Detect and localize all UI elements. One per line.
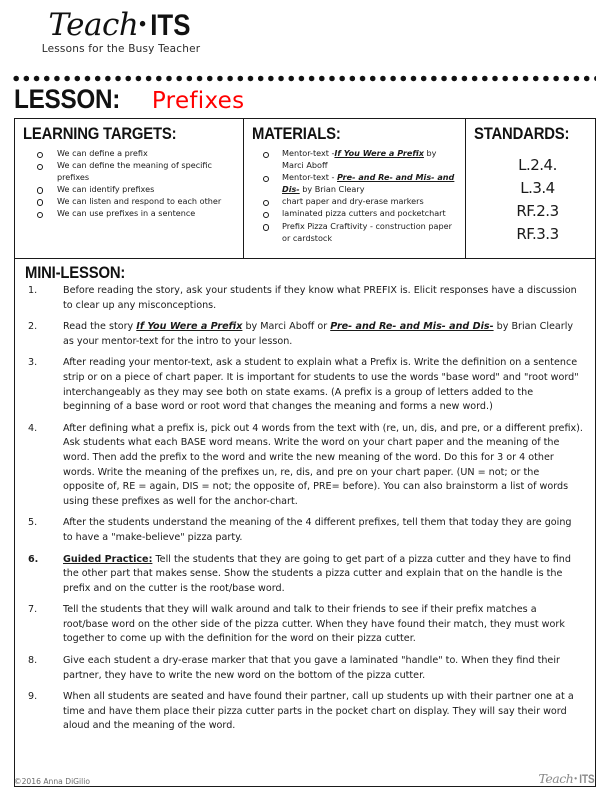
step-item <box>25 284 583 313</box>
mini-lesson-cell <box>15 259 595 786</box>
lesson-heading <box>14 84 244 115</box>
list-item: L.3.4 <box>520 179 555 197</box>
brand-logo-dot: • <box>139 14 146 35</box>
step-text: Tell the students that they will walk around and talk to their friends to see if their prefix matches a root/base word on the other side of the pizza cutter. When they have found their match, they must work together to come up with the definition for the word on their pizza cutter. <box>63 604 565 645</box>
info-row <box>15 119 595 259</box>
step-item <box>25 422 583 510</box>
brand-logo <box>26 8 216 55</box>
list-item <box>252 148 457 172</box>
material-text-pre: Mentor-text - <box>282 148 335 158</box>
brand-logo-bold: ITS <box>150 9 191 42</box>
materials-cell <box>244 119 466 258</box>
step-text: After the students understand the meaning of the 4 different prefixes, tell them that today they are going to have a "make-believe" pizza party. <box>63 517 572 543</box>
step-number: 1. <box>28 285 38 296</box>
step-item <box>25 553 583 597</box>
step-text: After reading your mentor-text, ask a student to explain what a Prefix is. Write the definition on a sentence strip or on a piece of chart paper. It is important for students to use the words "base word" and "root word" interchangeably as they may see both on state exams. (A prefix is a group of letters added to the beginning of a base word or root word that changes the meaning and forms a new word.) <box>63 357 579 413</box>
list-item: L.2.4. <box>518 156 557 174</box>
step-text: After defining what a prefix is, pick out 4 words from the text with (re, un, dis, and pre, or a different prefix). Ask students what each BASE word means. Write the word on your chart paper and the meaning of the word. Then add the prefix to the word and write the new meaning of the word. Do this for 3 or 4 other words. Write the meaning of the prefixes un, re, dis, and pre on your chart paper. (UN = not; or the opposite of, RE = again, DIS = not; the opposite of, PRE= before). You can also brainstorm a list of words using these prefixes as well for the anchor-chart. <box>63 422 583 507</box>
materials-heading: MATERIALS: <box>252 125 341 143</box>
step-text: Tell the students that they are going to get part of a pizza cutter and they have to find the other part that makes sense. Show the students a pizza cutter and explain that on the handle is the prefix and on the cutter is the root/base word. <box>63 553 571 594</box>
material-text-pre: chart paper and dry-erase markers <box>282 196 424 207</box>
step-lead-label: Guided Practice: <box>63 553 153 565</box>
lesson-plan-sheet <box>14 118 596 787</box>
book-title-1: If You Were a Prefix <box>136 321 243 333</box>
step-number: 6. <box>28 553 39 565</box>
step-number: 4. <box>28 422 38 434</box>
list-item <box>252 172 457 196</box>
brand-logo-text <box>26 8 216 43</box>
step-number: 7. <box>28 604 38 616</box>
list-item: We can define a prefix <box>23 148 235 160</box>
step-text-c: by Brian Clearly as your mentor-text for the intro to your lesson. <box>63 321 574 347</box>
step-number: 9. <box>28 691 38 703</box>
materials-list <box>252 148 457 244</box>
mini-lesson-heading: MINI-LESSON: <box>25 264 126 282</box>
page-footer <box>14 773 596 786</box>
list-item: We can listen and respond to each other <box>23 196 235 208</box>
brand-tagline: Lessons for the Busy Teacher <box>41 43 201 55</box>
list-item <box>252 208 457 220</box>
standards-cell <box>466 119 593 258</box>
step-item <box>25 603 583 647</box>
learning-targets-list <box>23 148 235 220</box>
material-text-post: by Marci Aboff <box>282 148 437 170</box>
step-item <box>25 356 583 414</box>
step-text: When all students are seated and have found their partner, call up students up with their partner one at a time and have them place their pizza cutter parts in the pocket chart on display. They will say their word aloud and the meaning of the word. <box>63 691 574 732</box>
step-text-b: by Marci Aboff or <box>242 321 331 333</box>
material-title-emph: Pre- and Re- and Mis- and Dis- <box>282 172 455 194</box>
step-text: Give each student a dry-erase marker that that you gave a laminated "handle" to. When they find their partner, they have to write the new word on the bottom of the pizza cutter. <box>63 655 560 681</box>
copyright-text: ©2016 Anna DiGilio <box>14 777 91 786</box>
footer-logo-script: Teach <box>538 771 574 786</box>
step-number: 5. <box>28 517 38 529</box>
standards-list <box>474 154 585 246</box>
footer-logo-dot: • <box>574 774 578 783</box>
step-item <box>25 320 583 349</box>
step-text: Before reading the story, ask your students if they know what PREFIX is. Elicit responses have a discussion to clear up any misconceptions. <box>63 285 577 311</box>
brand-header <box>0 0 609 55</box>
step-item <box>25 690 583 734</box>
step-item <box>25 516 583 545</box>
list-item: We can use prefixes in a sentence <box>23 208 235 220</box>
dotted-divider <box>13 75 596 82</box>
lesson-title: Prefixes <box>151 88 245 114</box>
list-item: RF.2.3 <box>516 202 559 220</box>
step-number: 8. <box>28 655 38 667</box>
learning-targets-heading: LEARNING TARGETS: <box>23 125 177 143</box>
footer-brand-logo <box>539 773 596 786</box>
step-number: 2. <box>28 321 38 333</box>
brand-logo-script: Teach <box>48 7 139 43</box>
material-text-pre: laminated pizza cutters and pocketchart <box>282 208 446 219</box>
lesson-label: LESSON: <box>14 84 121 114</box>
list-item: RF.3.3 <box>516 225 559 243</box>
list-item: We can define the meaning of specific prefixes <box>23 160 235 183</box>
step-item <box>25 654 583 683</box>
standards-heading: STANDARDS: <box>474 125 570 143</box>
material-title-emph: If You Were a Prefix <box>334 148 424 158</box>
book-title-2: Pre- and Re- and Mis- and Dis- <box>330 321 494 333</box>
list-item <box>252 196 457 208</box>
footer-logo-bold: ITS <box>579 774 595 786</box>
material-text-pre: Mentor-text - <box>282 172 337 183</box>
mini-lesson-steps <box>25 284 583 734</box>
step-number: 3. <box>28 357 38 369</box>
list-item <box>252 221 457 245</box>
material-text-pre: Prefix Pizza Craftivity - construction paper or cardstock <box>282 220 452 243</box>
material-text-post: by Brian Cleary <box>299 183 365 194</box>
step-text-a: Read the story <box>63 321 137 333</box>
learning-targets-cell <box>15 119 244 258</box>
list-item: We can identify prefixes <box>23 184 235 196</box>
